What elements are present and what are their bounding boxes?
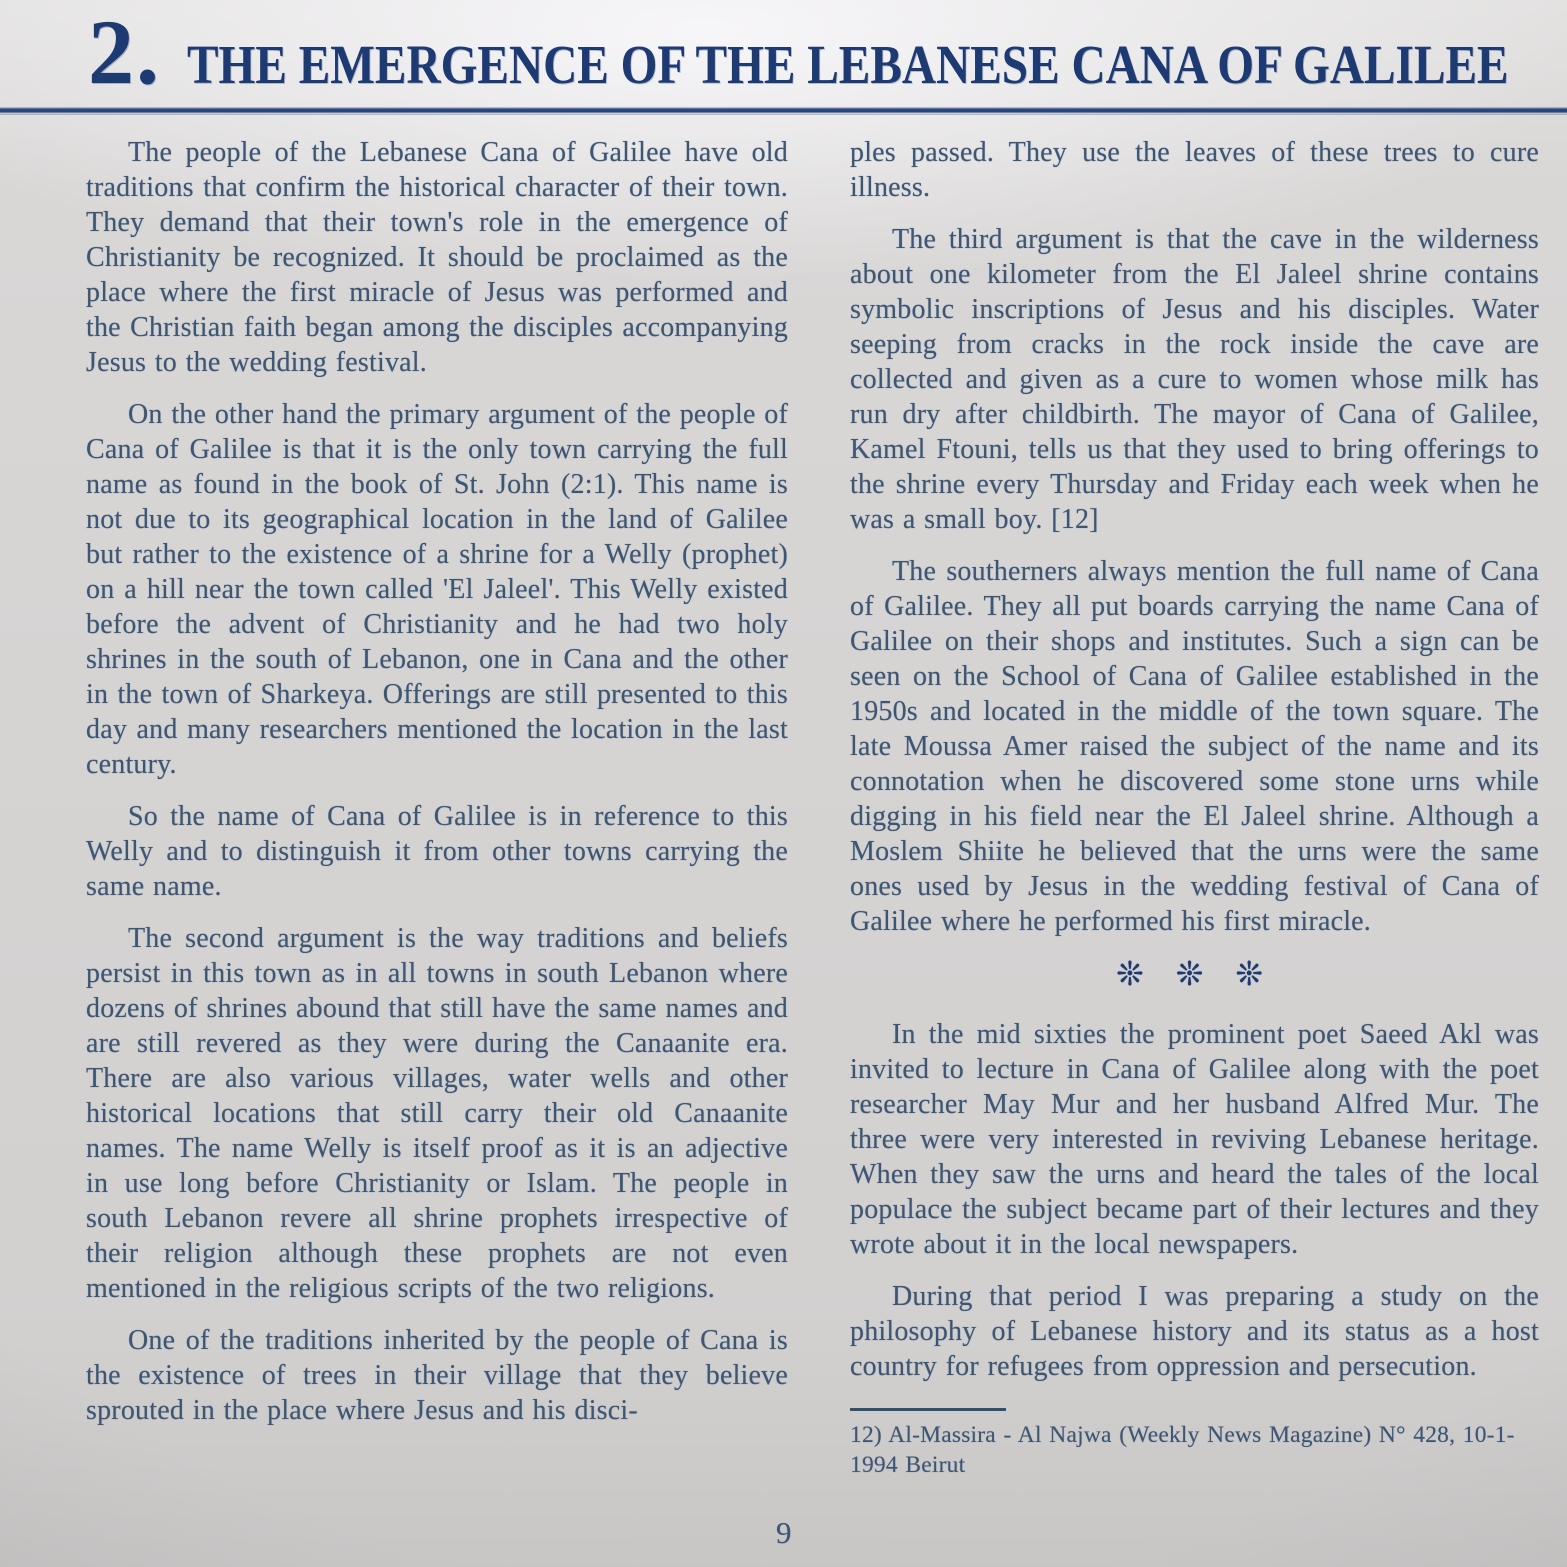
chapter-header: [0, 0, 1567, 103]
title-rule: [0, 107, 1567, 115]
chapter-title: THE EMERGENCE OF THE LEBANESE CANA OF GALILEE: [187, 34, 1509, 95]
chapter-number: 2.: [88, 1, 161, 103]
page-number: 9: [776, 1515, 792, 1550]
paragraph: The third argument is that the cave in the wilderness about one kilometer from the El Jaleel shrine contains symbolic inscriptions of Jesus and his disciples. Water seeping from cracks in the rock inside the cave are collected and given as a cure to women whose milk has run dry after childbirth. The mayor of Cana of Galilee, Kamel Ftouni, tells us that they used to bring offerings to the shrine every Thursday and Friday each week when he was a small boy. [12]: [850, 224, 1539, 535]
paragraph: So the name of Cana of Galilee is in reference to this Welly and to distinguish it from other towns carrying the same name.: [86, 801, 788, 902]
section-separator: ❊ ❊ ❊: [1116, 954, 1273, 993]
footnote-rule: [850, 1408, 1006, 1411]
paragraph: One of the traditions inherited by the people of Cana is the existence of trees in their village that they believe sprouted in the place where Jesus and his disci-: [86, 1325, 788, 1426]
right-column: [850, 135, 1539, 1480]
left-column: [86, 135, 788, 1480]
text-columns: [0, 115, 1567, 1480]
paragraph: The second argument is the way traditions and beliefs persist in this town as in all towns in south Lebanon where dozens of shrines abound that still have the same names and are still revered as they were during the Canaanite era. There are also various villages, water wells and other historical locations that still carry their old Canaanite names. The name Welly is itself proof as it is an adjective in use long before Christianity or Islam. The people in south Lebanon revere all shrine prophets irrespective of their religion although these prophets are not even mentioned in the religious scripts of the two religions.: [86, 923, 788, 1304]
paragraph: The southerners always mention the full name of Cana of Galilee. They all put boards carrying the name Cana of Galilee on their shops and institutes. Such a sign can be seen on the School of Cana of Galilee established in the 1950s and located in the middle of the town square. The late Moussa Amer raised the subject of the name and its connotation when he discovered some stone urns while digging in his field near the El Jaleel shrine. Although a Moslem Shiite he believed that the urns were the same ones used by Jesus in the wedding festival of Cana of Galilee where he performed his first miracle.: [850, 556, 1539, 937]
paragraph: During that period I was preparing a study on the philosophy of Lebanese history and its status as a host country for refugees from oppression and persecution.: [850, 1281, 1539, 1382]
paragraph: The people of the Lebanese Cana of Galilee have old traditions that confirm the historical character of their town. They demand that their town's role in the emergence of Christianity be recognized. It should be proclaimed as the place where the first miracle of Jesus was performed and the Christian faith began among the disciples accompanying Jesus to the wedding festival.: [86, 137, 788, 378]
footnote: 12) Al-Massira - Al Najwa (Weekly News Magazine) N° 428, 10-1-1994 Beirut: [850, 1422, 1515, 1478]
paragraph: In the mid sixties the prominent poet Saeed Akl was invited to lecture in Cana of Galilee along with the poet researcher May Mur and her husband Alfred Mur. The three were very interested in reviving Lebanese heritage. When they saw the urns and heard the tales of the local populace the subject became part of their lectures and they wrote about it in the local newspapers.: [850, 1019, 1539, 1260]
paragraph: ples passed. They use the leaves of these trees to cure illness.: [850, 137, 1539, 203]
footnote-block: [850, 1408, 1539, 1480]
paragraph: On the other hand the primary argument of the people of Cana of Galilee is that it is the only town carrying the full name as found in the book of St. John (2:1). This name is not due to its geographical location in the land of Galilee but rather to the existence of a shrine for a Welly (prophet) on a hill near the town called 'El Jaleel'. This Welly existed before the advent of Christianity and he had two holy shrines in the south of Lebanon, one in Cana and the other in the town of Sharkeya. Offerings are still presented to this day and many researchers mentioned the location in the last century.: [86, 399, 788, 780]
